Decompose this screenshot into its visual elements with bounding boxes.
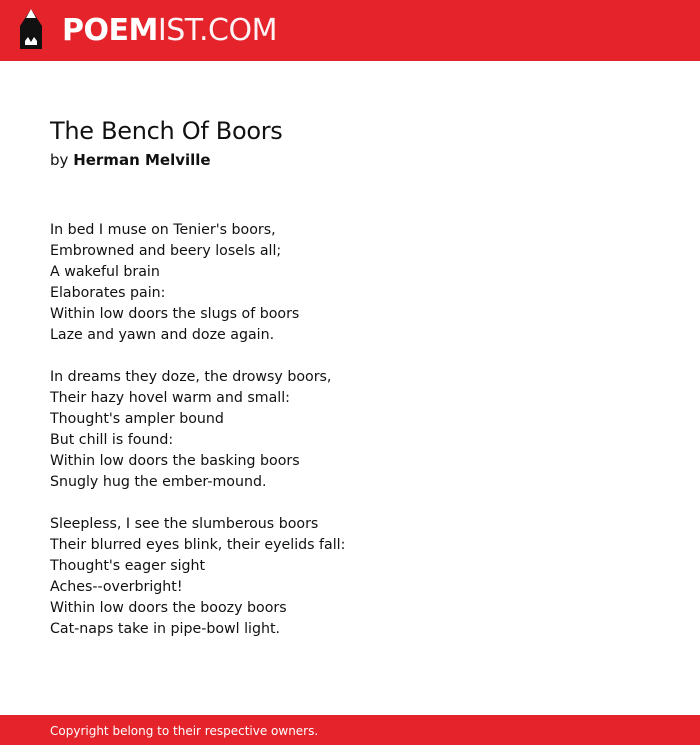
poem-line: Cat-naps take in pipe-bowl light. xyxy=(50,621,281,637)
site-footer xyxy=(0,715,700,745)
poem-line: Elaborates pain: xyxy=(50,285,166,301)
poem-line: Sleepless, I see the slumberous boors xyxy=(50,516,319,532)
poem-content xyxy=(50,115,650,661)
poem-line: A wakeful brain xyxy=(50,264,160,280)
poem-line: Thought's ampler bound xyxy=(50,411,224,427)
poem-line: Laze and yawn and doze again. xyxy=(50,327,275,343)
poem-author: Herman Melville xyxy=(73,151,211,169)
poem-byline xyxy=(50,149,650,171)
poem-line: In dreams they doze, the drowsy boors, xyxy=(50,369,332,385)
poem-title: The Bench Of Boors xyxy=(50,117,283,145)
poem-line: In bed I muse on Tenier's boors, xyxy=(50,222,276,238)
copyright-text: Copyright belong to their respective owners. xyxy=(50,724,319,738)
poem-stanza xyxy=(50,514,650,640)
site-header xyxy=(0,0,700,61)
logo-light-part: IST.COM xyxy=(157,13,277,48)
poem-line: Thought's eager sight xyxy=(50,558,206,574)
byline-prefix: by xyxy=(50,151,69,169)
poem-line: Within low doors the slugs of boors xyxy=(50,306,300,322)
poem-line: Their blurred eyes blink, their eyelids fall: xyxy=(50,537,346,553)
poem-stanza xyxy=(50,220,650,346)
site-logo-text xyxy=(62,11,277,51)
poem-stanza xyxy=(50,367,650,493)
poem-line: Snugly hug the ember-mound. xyxy=(50,474,267,490)
poem-line: Within low doors the boozy boors xyxy=(50,600,287,616)
pencil-icon xyxy=(16,9,46,51)
poem-line: But chill is found: xyxy=(50,432,174,448)
poem-line: Their hazy hovel warm and small: xyxy=(50,390,290,406)
poem-line: Aches--overbright! xyxy=(50,579,183,595)
poem-body xyxy=(50,220,650,640)
poem-line: Within low doors the basking boors xyxy=(50,453,300,469)
poem-line: Embrowned and beery losels all; xyxy=(50,243,282,259)
logo-bold-part: POEM xyxy=(62,13,158,48)
